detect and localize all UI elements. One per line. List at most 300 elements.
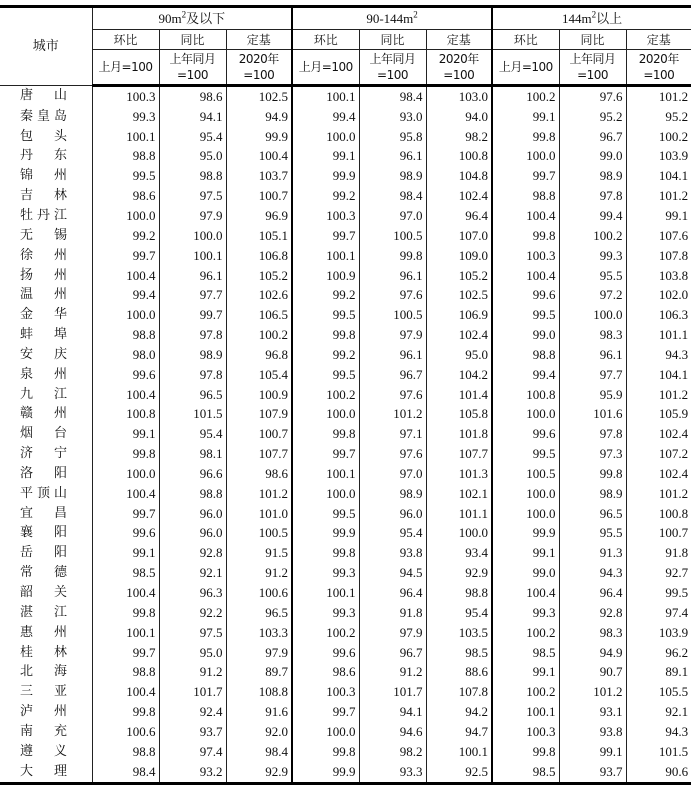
base-period-label: 上月=100: [492, 50, 559, 86]
index-value: 99.8: [359, 246, 426, 266]
index-value: 99.7: [92, 504, 159, 524]
index-value: 96.1: [359, 345, 426, 365]
index-value: 100.7: [226, 186, 292, 206]
subheader-mom: 环比: [292, 30, 359, 50]
index-value: 100.0: [492, 147, 559, 167]
table-body: [0, 86, 691, 784]
index-value: 101.1: [626, 325, 691, 345]
index-value: 99.8: [492, 127, 559, 147]
index-value: 99.5: [626, 583, 691, 603]
index-value: 99.5: [292, 365, 359, 385]
base-period-label: 2020年=100: [426, 50, 492, 86]
index-value: 95.2: [626, 107, 691, 127]
group-sup: 2: [181, 9, 187, 20]
city-cell: [0, 464, 92, 484]
index-value: 100.4: [492, 206, 559, 226]
city-cell: [0, 643, 92, 663]
group-sup: 2: [591, 9, 597, 20]
index-value: 97.8: [559, 424, 626, 444]
city-cell: [0, 365, 92, 385]
index-value: 106.8: [226, 246, 292, 266]
index-value: 96.2: [626, 643, 691, 663]
index-value: 102.5: [426, 285, 492, 305]
index-value: 100.2: [492, 682, 559, 702]
index-value: 91.5: [226, 543, 292, 563]
index-value: 107.7: [426, 444, 492, 464]
index-value: 107.6: [626, 226, 691, 246]
city-cell: [0, 405, 92, 425]
city-name: 牡丹江: [20, 207, 67, 223]
index-value: 109.0: [426, 246, 492, 266]
index-value: 100.1: [292, 86, 359, 107]
index-value: 94.0: [426, 107, 492, 127]
index-value: 100.8: [92, 405, 159, 425]
city-name: 桂林: [20, 644, 67, 660]
index-value: 107.8: [626, 246, 691, 266]
index-value: 99.0: [492, 325, 559, 345]
index-value: 99.3: [292, 563, 359, 583]
index-value: 99.8: [292, 424, 359, 444]
index-value: 102.4: [626, 464, 691, 484]
index-value: 91.2: [226, 563, 292, 583]
index-value: 99.3: [292, 603, 359, 623]
city-name: 烟台: [20, 426, 67, 442]
city-cell: [0, 742, 92, 762]
index-value: 99.5: [492, 305, 559, 325]
index-value: 102.0: [626, 285, 691, 305]
group-header: [92, 7, 292, 30]
base-period-label: 2020年=100: [226, 50, 292, 86]
city-cell: [0, 662, 92, 682]
city-cell: [0, 86, 92, 107]
index-value: 99.2: [92, 226, 159, 246]
index-value: 98.6: [92, 186, 159, 206]
index-value: 100.9: [226, 385, 292, 405]
index-value: 97.7: [559, 365, 626, 385]
index-value: 97.6: [359, 285, 426, 305]
city-name: 秦皇岛: [20, 108, 67, 124]
index-value: 103.8: [626, 266, 691, 286]
index-value: 91.8: [626, 543, 691, 563]
city-name: 赣州: [20, 406, 67, 422]
index-value: 94.3: [559, 563, 626, 583]
index-value: 100.0: [92, 464, 159, 484]
index-value: 95.0: [159, 643, 226, 663]
index-value: 95.4: [426, 603, 492, 623]
city-name: 宜昌: [20, 505, 67, 521]
table-row: [0, 107, 691, 127]
index-value: 100.4: [492, 583, 559, 603]
index-value: 93.7: [559, 762, 626, 783]
index-value: 94.5: [359, 563, 426, 583]
index-value: 100.9: [292, 266, 359, 286]
index-value: 102.4: [426, 186, 492, 206]
city-cell: [0, 682, 92, 702]
city-cell: [0, 266, 92, 286]
index-value: 100.0: [492, 405, 559, 425]
index-value: 97.4: [159, 742, 226, 762]
index-value: 100.4: [92, 682, 159, 702]
index-value: 97.9: [359, 623, 426, 643]
index-value: 100.1: [159, 246, 226, 266]
table-row: [0, 484, 691, 504]
index-value: 100.1: [92, 127, 159, 147]
city-name: 韶关: [20, 585, 67, 601]
index-value: 99.2: [292, 285, 359, 305]
index-value: 96.7: [359, 365, 426, 385]
index-value: 100.0: [292, 127, 359, 147]
city-name: 锦州: [20, 168, 67, 184]
index-value: 99.3: [92, 107, 159, 127]
index-value: 95.9: [559, 385, 626, 405]
index-value: 100.2: [492, 86, 559, 107]
city-name: 唐山: [20, 88, 67, 104]
city-name: 北海: [20, 664, 67, 680]
index-value: 100.7: [226, 424, 292, 444]
index-value: 98.9: [159, 345, 226, 365]
index-value: 100.2: [626, 127, 691, 147]
index-value: 101.7: [359, 682, 426, 702]
group-header: [492, 7, 691, 30]
table-row: [0, 166, 691, 186]
subheader-fixed: 定基: [426, 30, 492, 50]
index-value: 99.1: [92, 543, 159, 563]
index-value: 95.5: [559, 524, 626, 544]
index-value: 94.1: [359, 702, 426, 722]
index-value: 92.9: [226, 762, 292, 783]
city-cell: [0, 325, 92, 345]
table-row: [0, 662, 691, 682]
index-value: 96.5: [226, 603, 292, 623]
index-value: 98.9: [359, 166, 426, 186]
index-value: 100.0: [159, 226, 226, 246]
table-row: [0, 583, 691, 603]
index-value: 104.8: [426, 166, 492, 186]
index-value: 105.9: [626, 405, 691, 425]
index-value: 103.9: [626, 147, 691, 167]
index-value: 96.4: [559, 583, 626, 603]
city-name: 济宁: [20, 446, 67, 462]
base-period-label: 上月=100: [292, 50, 359, 86]
index-value: 107.7: [226, 444, 292, 464]
index-value: 94.9: [226, 107, 292, 127]
index-value: 95.0: [426, 345, 492, 365]
index-value: 103.7: [226, 166, 292, 186]
index-value: 98.9: [359, 484, 426, 504]
table-row: [0, 226, 691, 246]
city-name: 蚌埠: [20, 327, 67, 343]
index-value: 99.4: [559, 206, 626, 226]
index-value: 102.6: [226, 285, 292, 305]
index-value: 88.6: [426, 662, 492, 682]
index-value: 96.4: [359, 583, 426, 603]
table-row: [0, 186, 691, 206]
index-value: 91.6: [226, 702, 292, 722]
index-value: 98.2: [359, 742, 426, 762]
index-value: 102.4: [626, 424, 691, 444]
index-value: 93.3: [359, 762, 426, 783]
subheader-yoy: 同比: [159, 30, 226, 50]
index-value: 98.5: [92, 563, 159, 583]
city-name: 湛江: [20, 604, 67, 620]
index-value: 99.2: [292, 345, 359, 365]
city-cell: [0, 385, 92, 405]
index-value: 93.0: [359, 107, 426, 127]
table-row: [0, 682, 691, 702]
city-cell: [0, 702, 92, 722]
city-name: 扬州: [20, 267, 67, 283]
index-value: 96.3: [159, 583, 226, 603]
index-value: 90.7: [559, 662, 626, 682]
group-label: 144m: [561, 10, 592, 26]
index-value: 90.6: [626, 762, 691, 783]
index-value: 99.8: [292, 543, 359, 563]
index-value: 95.4: [359, 524, 426, 544]
table-row: [0, 325, 691, 345]
index-value: 98.6: [292, 662, 359, 682]
index-value: 100.3: [492, 722, 559, 742]
city-cell: [0, 543, 92, 563]
table-row: [0, 524, 691, 544]
index-value: 97.6: [359, 385, 426, 405]
subheader-yoy: 同比: [359, 30, 426, 50]
index-value: 100.0: [292, 722, 359, 742]
index-value: 101.2: [359, 405, 426, 425]
index-value: 100.6: [92, 722, 159, 742]
index-value: 98.9: [559, 166, 626, 186]
city-cell: [0, 424, 92, 444]
index-value: 91.2: [159, 662, 226, 682]
index-value: 96.1: [159, 266, 226, 286]
table-row: [0, 464, 691, 484]
index-value: 98.4: [92, 762, 159, 783]
index-value: 99.6: [492, 424, 559, 444]
index-value: 99.8: [492, 226, 559, 246]
index-value: 101.4: [426, 385, 492, 405]
index-value: 101.1: [426, 504, 492, 524]
city-name: 九江: [20, 386, 67, 402]
index-value: 98.6: [159, 86, 226, 107]
index-value: 96.0: [359, 504, 426, 524]
index-value: 98.0: [92, 345, 159, 365]
index-value: 103.3: [226, 623, 292, 643]
index-value: 102.5: [226, 86, 292, 107]
city-cell: [0, 285, 92, 305]
index-value: 101.2: [626, 484, 691, 504]
index-value: 99.1: [492, 543, 559, 563]
index-value: 105.2: [226, 266, 292, 286]
index-value: 98.8: [92, 325, 159, 345]
index-value: 100.7: [626, 524, 691, 544]
index-value: 96.4: [426, 206, 492, 226]
index-value: 96.1: [559, 345, 626, 365]
index-value: 91.8: [359, 603, 426, 623]
index-value: 99.7: [92, 643, 159, 663]
index-value: 103.9: [626, 623, 691, 643]
subheader-mom: 环比: [92, 30, 159, 50]
city-cell: [0, 623, 92, 643]
index-value: 98.8: [159, 166, 226, 186]
table-row: [0, 206, 691, 226]
group-label-suffix: 以上: [596, 10, 623, 26]
index-value: 101.7: [159, 682, 226, 702]
table-row: [0, 742, 691, 762]
index-value: 107.2: [626, 444, 691, 464]
index-value: 92.9: [426, 563, 492, 583]
city-name: 襄阳: [20, 525, 67, 541]
index-value: 98.3: [559, 325, 626, 345]
index-value: 100.4: [92, 484, 159, 504]
index-value: 99.6: [292, 643, 359, 663]
index-value: 107.0: [426, 226, 492, 246]
subheader-fixed: 定基: [226, 30, 292, 50]
table-row: [0, 345, 691, 365]
city-name: 常德: [20, 565, 67, 581]
city-name: 惠州: [20, 624, 67, 640]
index-value: 98.3: [559, 623, 626, 643]
index-value: 99.4: [492, 365, 559, 385]
index-value: 97.9: [359, 325, 426, 345]
table-row: [0, 444, 691, 464]
index-value: 97.1: [359, 424, 426, 444]
index-value: 93.1: [559, 702, 626, 722]
index-value: 101.5: [159, 405, 226, 425]
city-cell: [0, 226, 92, 246]
group-label-suffix: 及以下: [186, 10, 226, 26]
index-value: 99.7: [292, 444, 359, 464]
index-value: 99.9: [226, 127, 292, 147]
index-value: 98.4: [226, 742, 292, 762]
index-value: 98.2: [426, 127, 492, 147]
index-value: 101.2: [626, 186, 691, 206]
group-header: [292, 7, 492, 30]
index-value: 95.0: [159, 147, 226, 167]
index-value: 99.5: [492, 444, 559, 464]
index-value: 99.7: [492, 166, 559, 186]
index-value: 99.0: [559, 147, 626, 167]
index-value: 100.4: [92, 385, 159, 405]
index-value: 99.7: [159, 305, 226, 325]
index-value: 100.1: [292, 583, 359, 603]
index-value: 100.3: [292, 682, 359, 702]
index-value: 105.1: [226, 226, 292, 246]
index-value: 98.6: [226, 464, 292, 484]
index-value: 99.1: [492, 662, 559, 682]
table-row: [0, 405, 691, 425]
index-value: 99.7: [292, 226, 359, 246]
index-value: 96.1: [359, 147, 426, 167]
index-value: 100.0: [292, 484, 359, 504]
city-cell: [0, 484, 92, 504]
index-value: 100.1: [492, 702, 559, 722]
index-value: 99.1: [292, 147, 359, 167]
index-value: 99.3: [492, 603, 559, 623]
index-value: 99.7: [292, 702, 359, 722]
index-value: 99.5: [292, 305, 359, 325]
index-value: 104.1: [626, 365, 691, 385]
index-value: 97.8: [559, 186, 626, 206]
index-value: 100.0: [92, 206, 159, 226]
index-value: 100.4: [226, 147, 292, 167]
index-value: 93.7: [159, 722, 226, 742]
index-value: 99.1: [559, 742, 626, 762]
index-value: 99.9: [292, 166, 359, 186]
index-value: 99.2: [292, 186, 359, 206]
index-value: 96.9: [226, 206, 292, 226]
index-value: 105.8: [426, 405, 492, 425]
table-row: [0, 424, 691, 444]
table-row: [0, 623, 691, 643]
city-cell: [0, 524, 92, 544]
index-value: 98.8: [159, 484, 226, 504]
city-name: 三亚: [20, 684, 67, 700]
index-value: 97.9: [159, 206, 226, 226]
index-value: 92.0: [226, 722, 292, 742]
base-period-label: 2020年=100: [626, 50, 691, 86]
index-value: 96.7: [359, 643, 426, 663]
index-value: 100.5: [226, 524, 292, 544]
table-row: [0, 722, 691, 742]
index-value: 97.9: [226, 643, 292, 663]
index-value: 100.2: [559, 226, 626, 246]
index-value: 100.1: [92, 623, 159, 643]
index-value: 100.0: [426, 524, 492, 544]
index-value: 100.1: [292, 464, 359, 484]
index-value: 107.8: [426, 682, 492, 702]
city-cell: [0, 186, 92, 206]
index-value: 100.0: [492, 484, 559, 504]
index-value: 99.5: [92, 166, 159, 186]
index-value: 92.8: [559, 603, 626, 623]
index-value: 101.2: [559, 682, 626, 702]
table-row: [0, 127, 691, 147]
index-value: 95.4: [159, 127, 226, 147]
index-value: 97.6: [359, 444, 426, 464]
index-value: 97.3: [559, 444, 626, 464]
index-value: 98.8: [492, 186, 559, 206]
index-value: 92.1: [626, 702, 691, 722]
index-value: 99.8: [492, 742, 559, 762]
index-value: 101.3: [426, 464, 492, 484]
table-row: [0, 385, 691, 405]
base-period-label: 上月=100: [92, 50, 159, 86]
index-value: 98.8: [92, 662, 159, 682]
city-name: 泸州: [20, 704, 67, 720]
index-value: 92.5: [426, 762, 492, 783]
index-value: 98.8: [92, 147, 159, 167]
index-value: 100.2: [226, 325, 292, 345]
group-label: 90m: [158, 10, 182, 26]
table-row: [0, 543, 691, 563]
index-value: 94.2: [426, 702, 492, 722]
index-value: 100.0: [559, 305, 626, 325]
index-value: 99.8: [292, 325, 359, 345]
index-value: 101.8: [426, 424, 492, 444]
index-value: 98.1: [159, 444, 226, 464]
index-value: 99.8: [292, 742, 359, 762]
index-value: 100.8: [426, 147, 492, 167]
city-cell: [0, 444, 92, 464]
index-value: 102.1: [426, 484, 492, 504]
city-cell: [0, 504, 92, 524]
index-value: 105.4: [226, 365, 292, 385]
index-value: 97.7: [159, 285, 226, 305]
index-value: 100.0: [292, 405, 359, 425]
index-value: 92.7: [626, 563, 691, 583]
index-value: 97.2: [559, 285, 626, 305]
index-value: 100.5: [492, 464, 559, 484]
index-value: 92.4: [159, 702, 226, 722]
